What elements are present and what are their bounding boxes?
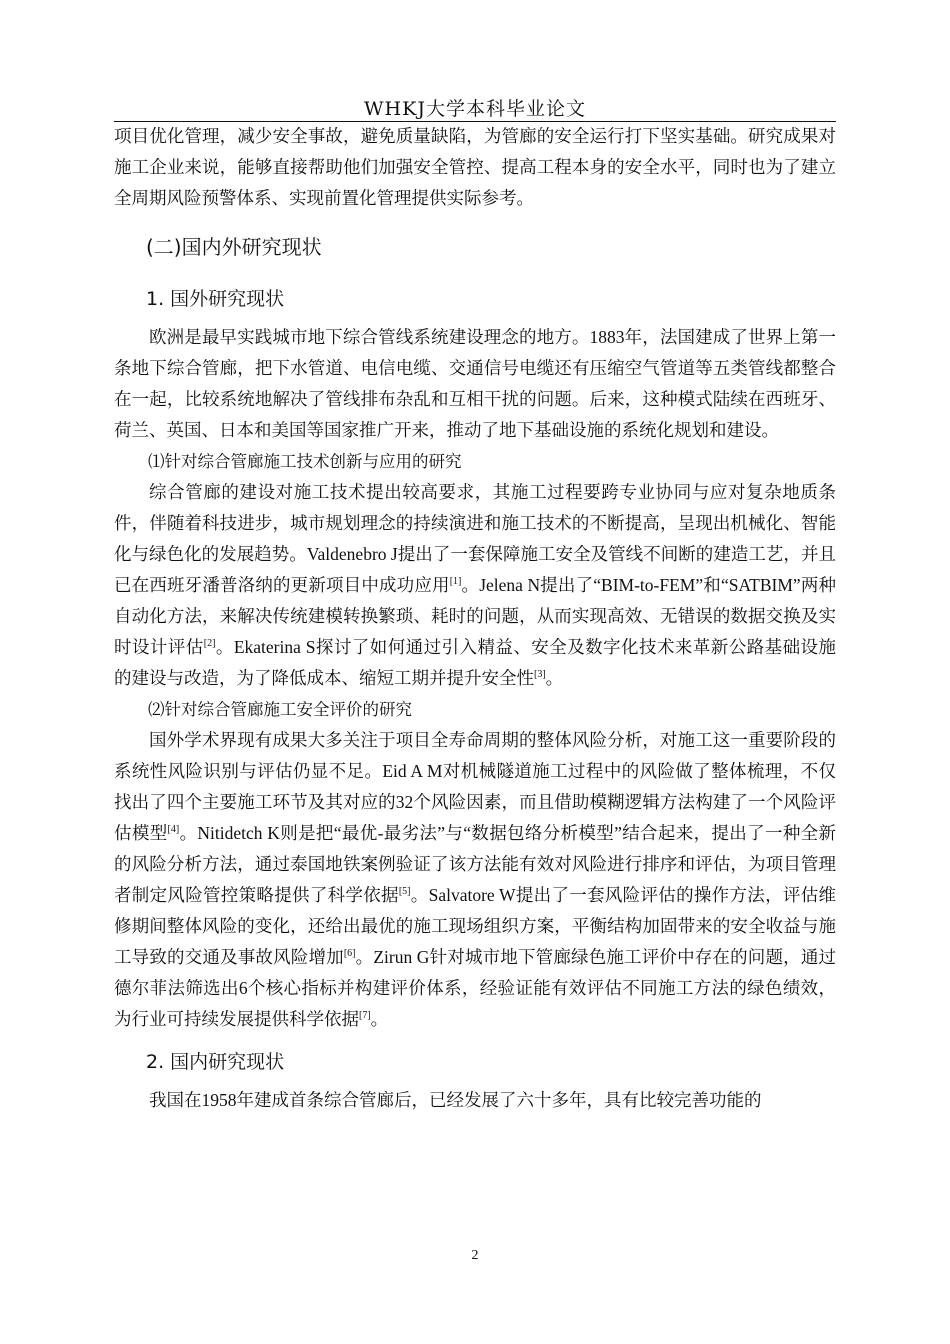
paragraph-construction-tech [114,477,836,694]
paragraph-europe-history: 欧洲是最早实践城市地下综合管线系统建设理念的地方。1883年，法国建成了世界上第一条地下综合管廊，把下水管道、电信电缆、交通信号电缆还有压缩空气管道等五类管线都整合在一起，比较系统地解决了管线排布杂乱和互相干扰的问题。后来，这种模式陆续在西班牙、荷兰、英国、日本和美国等国家推广开来，推动了地下基础设施的系统化规划和建设。 [114,327,836,440]
subsection-heading-domestic: 2. 国内研究现状 [146,1051,285,1073]
citation-3: [3] [534,669,546,681]
citation-7: [7] [359,1010,371,1022]
paragraph-intro-continuation: 项目优化管理，减少安全事故，避免质量缺陷，为管廊的安全运行打下坚实基础。研究成果对施工企业来说，能够直接帮助他们加强安全管控、提高工程本身的安全水平，同时也为了建立全周期风险预警体系、实现前置化管理提供实际参考。 [114,126,836,208]
text-segment: 。Jelena N提出了“BIM-to-FEM”和“SATBIM”两种自动化方法，来解决传统建模转换繁琐、耗时的问题，从而实现高效、无错误的数据交换及实时设计评估 [114,575,836,657]
citation-1: [1] [449,576,462,588]
subsection-heading-foreign: 1. 国外研究现状 [146,288,285,310]
text-segment: 。Nitidetch K则是把“最优-最劣法”与“数据包络分析模型”结合起来，提出了一种全新的风险分析方法，通过泰国地铁案例验证了该方法能有效对风险进行排序和评估，为项目管理者制定风险管控策略提供了科学依据 [114,823,837,905]
document-body [114,121,836,1116]
page-header-title: WHKJ大学本科毕业论文 [364,98,586,120]
paragraph-domestic-history: 我国在1958年建成首条综合管廊后，已经发展了六十多年，具有比较完善功能的 [149,1090,762,1110]
section-heading-research-status: (二)国内外研究现状 [146,235,322,259]
text-segment: 国外学术界现有成果大多关注于项目全寿命周期的整体风险分析，对施工这一重要阶段的系统性风险识别与评估仍显不足。Eid A M对机械隧道施工过程中的风险做了整体梳理，不仅找出了四个主要施工环节及其对应的32个风险因素，而且借助模糊逻辑方法构建了一个风险评估模型 [114,730,836,843]
citation-4: [4] [167,824,180,836]
page-number: 2 [471,1248,479,1263]
text-segment: 。Zirun G针对城市地下管廊绿色施工评价中存在的问题，通过德尔菲法筛选出6个核心指标并构建评价体系，经验证能有效评估不同施工方法的绿色绩效，为行业可持续发展提供科学依据 [114,947,837,1029]
citation-6: [6] [343,948,356,960]
topic-heading-safety-evaluation: ⑵针对综合管廊施工安全评价的研究 [148,700,412,719]
text-segment: 。 [370,1009,389,1029]
topic-heading-construction-tech: ⑴针对综合管廊施工技术创新与应用的研究 [148,452,462,471]
text-segment: 。Ekaterina S探讨了如何通过引入精益、安全及数字化技术来革新公路基础设施的建设与改造，为了降低成本、缩短工期并提升安全性 [114,637,837,688]
text-segment: 。 [545,668,564,688]
text-segment: 。Salvatore W提出了一套风险评估的操作方法，评估维修期间整体风险的变化，还给出最优的施工现场组织方案，平衡结构加固带来的安全收益与施工导致的交通及事故风险增加 [114,885,836,967]
citation-5: [5] [398,886,411,898]
paragraph-safety-evaluation [114,725,836,1035]
citation-2: [2] [203,638,216,650]
text-segment: 综合管廊的建设对施工技术提出较高要求，其施工过程要跨专业协同与应对复杂地质条件，伴随着科技进步，城市规划理念的持续演进和施工技术的不断提高，呈现出机械化、智能化与绿色化的发展趋势。Valdenebro J提出了一套保障施工安全及管线不间断的建造工艺，并且已在西班牙潘普洛纳的更新项目中成功应用 [114,482,836,595]
